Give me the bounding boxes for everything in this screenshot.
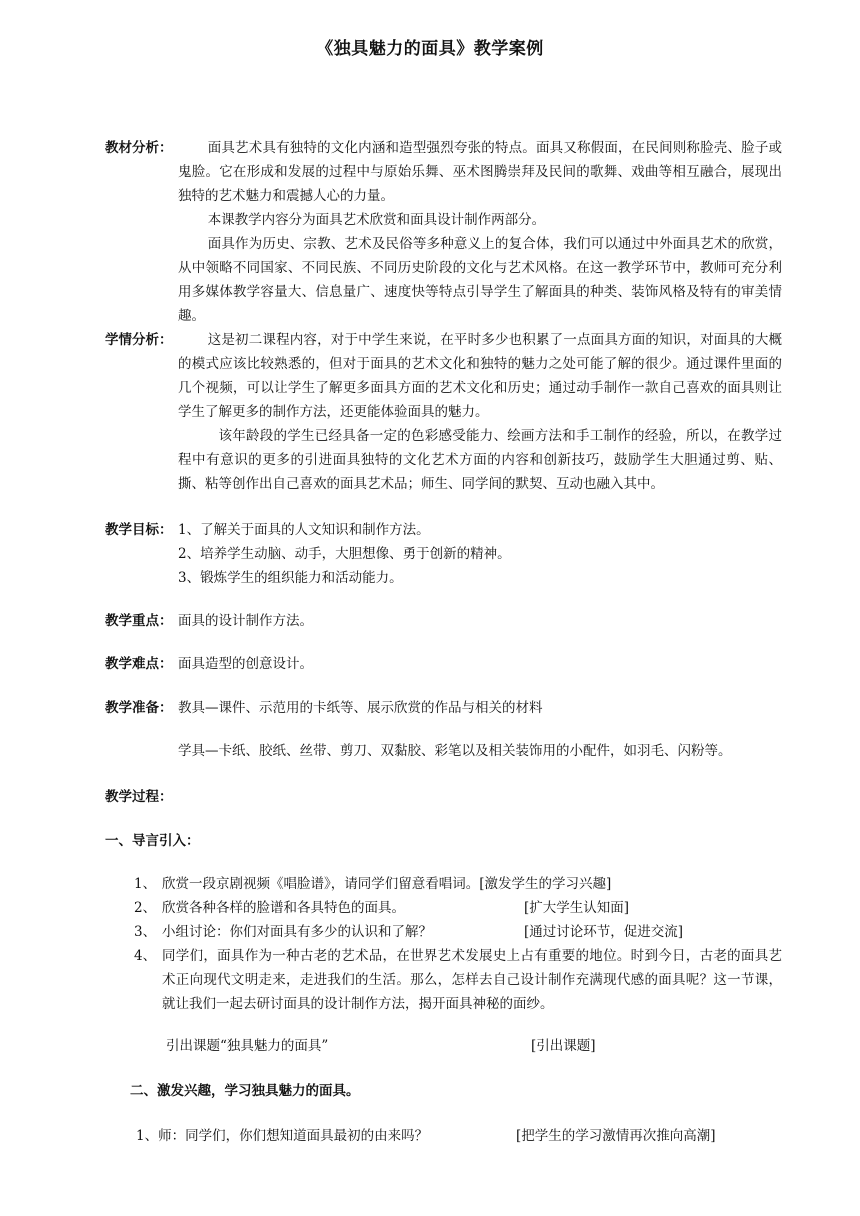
part1-item-3-number: 3、	[134, 924, 157, 940]
student-analysis-label: 学情分析：	[105, 332, 173, 348]
preparation-label: 教学准备：	[105, 700, 173, 716]
goal-item-3: 3、锻炼学生的组织能力和活动能力。	[178, 570, 403, 586]
part1-item-2-text: 欣赏各种各样的脸谱和各具特色的面具。	[162, 900, 405, 916]
difficulty-text: 面具造型的创意设计。	[178, 656, 313, 672]
key-point-label: 教学重点：	[105, 613, 173, 629]
material-paragraph-2: 本课教学内容分为面具艺术欣赏和面具设计制作两部分。	[207, 212, 546, 228]
key-point-text: 面具的设计制作方法。	[178, 613, 313, 629]
part1-item-3-text: 小组讨论：你们对面具有多少的认识和了解？	[162, 924, 432, 940]
part2-item-1-tag: [把学生的学习激情再次推向高潮]	[516, 1128, 716, 1144]
teacher-materials: 教具—课件、示范用的卡纸等、展示欣赏的作品与相关的材料	[178, 700, 543, 716]
part1-item-2-tag: [扩大学生认知面]	[524, 900, 630, 916]
lead-topic-tag: [引出课题]	[531, 1038, 596, 1054]
student-materials: 学具—卡纸、胶纸、丝带、剪刀、双黏胶、彩笔以及相关装饰用的小配件，如羽毛、闪粉等。	[178, 743, 732, 759]
part1-heading: 一、导言引入：	[105, 833, 200, 849]
material-analysis-label: 教材分析：	[105, 140, 173, 156]
goal-item-2: 2、培养学生动脑、动手，大胆想像、勇于创新的精神。	[178, 546, 511, 562]
part1-item-1-text: 欣赏一段京剧视频《唱脸谱》，请同学们留意看唱词。[激发学生的学习兴趣]	[162, 876, 612, 892]
student-paragraph-2: 该年龄段的学生已经具备一定的色彩感受能力、绘画方法和手工制作的经验，所以，在教学过程中有意识的更多的引进面具独特的文化艺术方面的内容和创新技巧，鼓励学生大胆通过剪、贴、撕、粘等创作出自己喜欢的面具艺术品；师生、同学间的默契、互动也融入其中。	[178, 428, 782, 492]
part1-item-1-number: 1、	[134, 876, 157, 892]
goals-label: 教学目标：	[105, 522, 173, 538]
document-title: 《独具魅力的面具》教学案例	[316, 39, 544, 59]
part1-item-4-text: 同学们，面具作为一种古老的艺术品，在世界艺术发展史上占有重要的地位。时到今日，古老的面具艺术正向现代文明走来，走进我们的生活。那么，怎样去自己设计制作充满现代感的面具呢？这一节课，就让我们一起去研讨面具的设计制作方法，揭开面具神秘的面纱。	[162, 948, 782, 1012]
material-paragraph-3: 面具作为历史、宗教、艺术及民俗等多种意义上的复合体，我们可以通过中外面具艺术的欣赏，从中领略不同国家、不同民族、不同历史阶段的文化与艺术风格。在这一教学环节中，教师可充分利用多媒体教学容量大、信息量广、速度快等特点引导学生了解面具的种类、装饰风格及特有的审美情趣。	[178, 236, 782, 324]
part2-heading: 二、激发兴趣，学习独具魅力的面具。	[130, 1083, 360, 1099]
material-paragraph-1: 面具艺术具有独特的文化内涵和造型强烈夸张的特点。面具又称假面，在民间则称脸壳、脸子或鬼脸。它在形成和发展的过程中与原始乐舞、巫术图腾崇拜及民间的歌舞、戏曲等相互融合，展现出独特的艺术魅力和震撼人心的力量。	[178, 140, 782, 204]
part1-item-2-number: 2、	[134, 900, 157, 916]
difficulty-label: 教学难点：	[105, 656, 173, 672]
lead-topic-text: 引出课题“独具魅力的面具”	[166, 1038, 329, 1054]
process-label: 教学过程：	[105, 789, 173, 805]
part1-item-4-number: 4、	[134, 948, 157, 964]
part1-item-3-tag: [通过讨论环节，促进交流]	[524, 924, 684, 940]
student-paragraph-1: 这是初二课程内容，对于中学生来说，在平时多少也积累了一点面具方面的知识，对面具的大概的模式应该比较熟悉的，但对于面具的艺术文化和独特的魅力之处可能了解的很少。通过课件里面的几个视频，可以让学生了解更多面具方面的艺术文化和历史；通过动手制作一款自己喜欢的面具则让学生了解更多的制作方法，还更能体验面具的魅力。	[178, 332, 782, 420]
goal-item-1: 1、了解关于面具的人文知识和制作方法。	[178, 522, 430, 538]
part2-item-1-text: 1、师：同学们，你们想知道面具最初的由来吗？	[136, 1128, 429, 1144]
